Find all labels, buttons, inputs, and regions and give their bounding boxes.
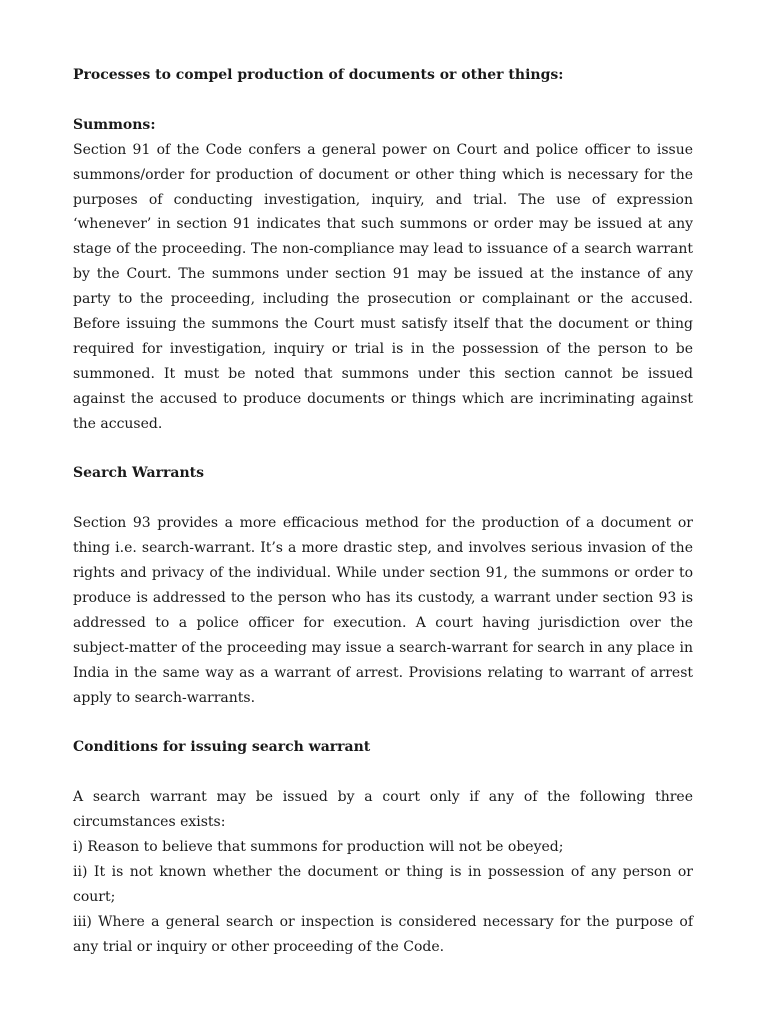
- conditions-heading: Conditions for issuing search warrant: [73, 739, 371, 756]
- document-page: [73, 63, 693, 960]
- search-warrants-paragraph: Section 93 provides a more efficacious method for the production of a document or thing i.e. search-warrant. It’s a more drastic step, and involves serious invasion of the rights and privacy of the individual. While under section 91, the summons or order to produce is addressed to the person who has its custody, a warrant under section 93 is addressed to a police officer for execution. A court having jurisdiction over the subject-matter of the proceeding may issue a search-warrant for search in any place in India in the same way as a warrant of arrest. Provisions relating to warrant of arrest apply to search-warrants.: [73, 515, 693, 706]
- summons-heading: Summons:: [73, 116, 156, 133]
- spacer: [73, 760, 693, 785]
- spacer: [73, 711, 693, 736]
- spacer: [73, 486, 693, 511]
- document-title: Processes to compel production of documents or other things:: [73, 67, 564, 83]
- search-warrants-heading: Search Warrants: [73, 465, 204, 482]
- summons-paragraph: Section 91 of the Code confers a general power on Court and police officer to issue summons/order for production of document or other thing which is necessary for the purposes of conducting investigation, inquiry, and trial. The use of expression ‘whenever’ in section 91 indicates that such summons or order may be issued at any stage of the proceeding. The non-compliance may lead to issuance of a search warrant by the Court. The summons under section 91 may be issued at the instance of any party to the proceeding, including the prosecution or complainant or the accused. Before issuing the summons the Court must satisfy itself that the document or thing required for investigation, inquiry or trial is in the possession of the person to be summoned. It must be noted that summons under this section cannot be issued against the accused to produce documents or things which are incriminating against the accused.: [73, 141, 693, 432]
- condition-item: iii) Where a general search or inspection is considered necessary for the purpose of any trial or inquiry or other proceeding of the Code.: [73, 913, 693, 955]
- spacer: [73, 88, 693, 113]
- spacer: [73, 437, 693, 462]
- condition-item: ii) It is not known whether the document or thing is in possession of any person or court;: [73, 863, 693, 905]
- condition-item: i) Reason to believe that summons for production will not be obeyed;: [73, 839, 564, 856]
- conditions-intro: A search warrant may be issued by a court only if any of the following three circumstances exists:: [73, 789, 693, 831]
